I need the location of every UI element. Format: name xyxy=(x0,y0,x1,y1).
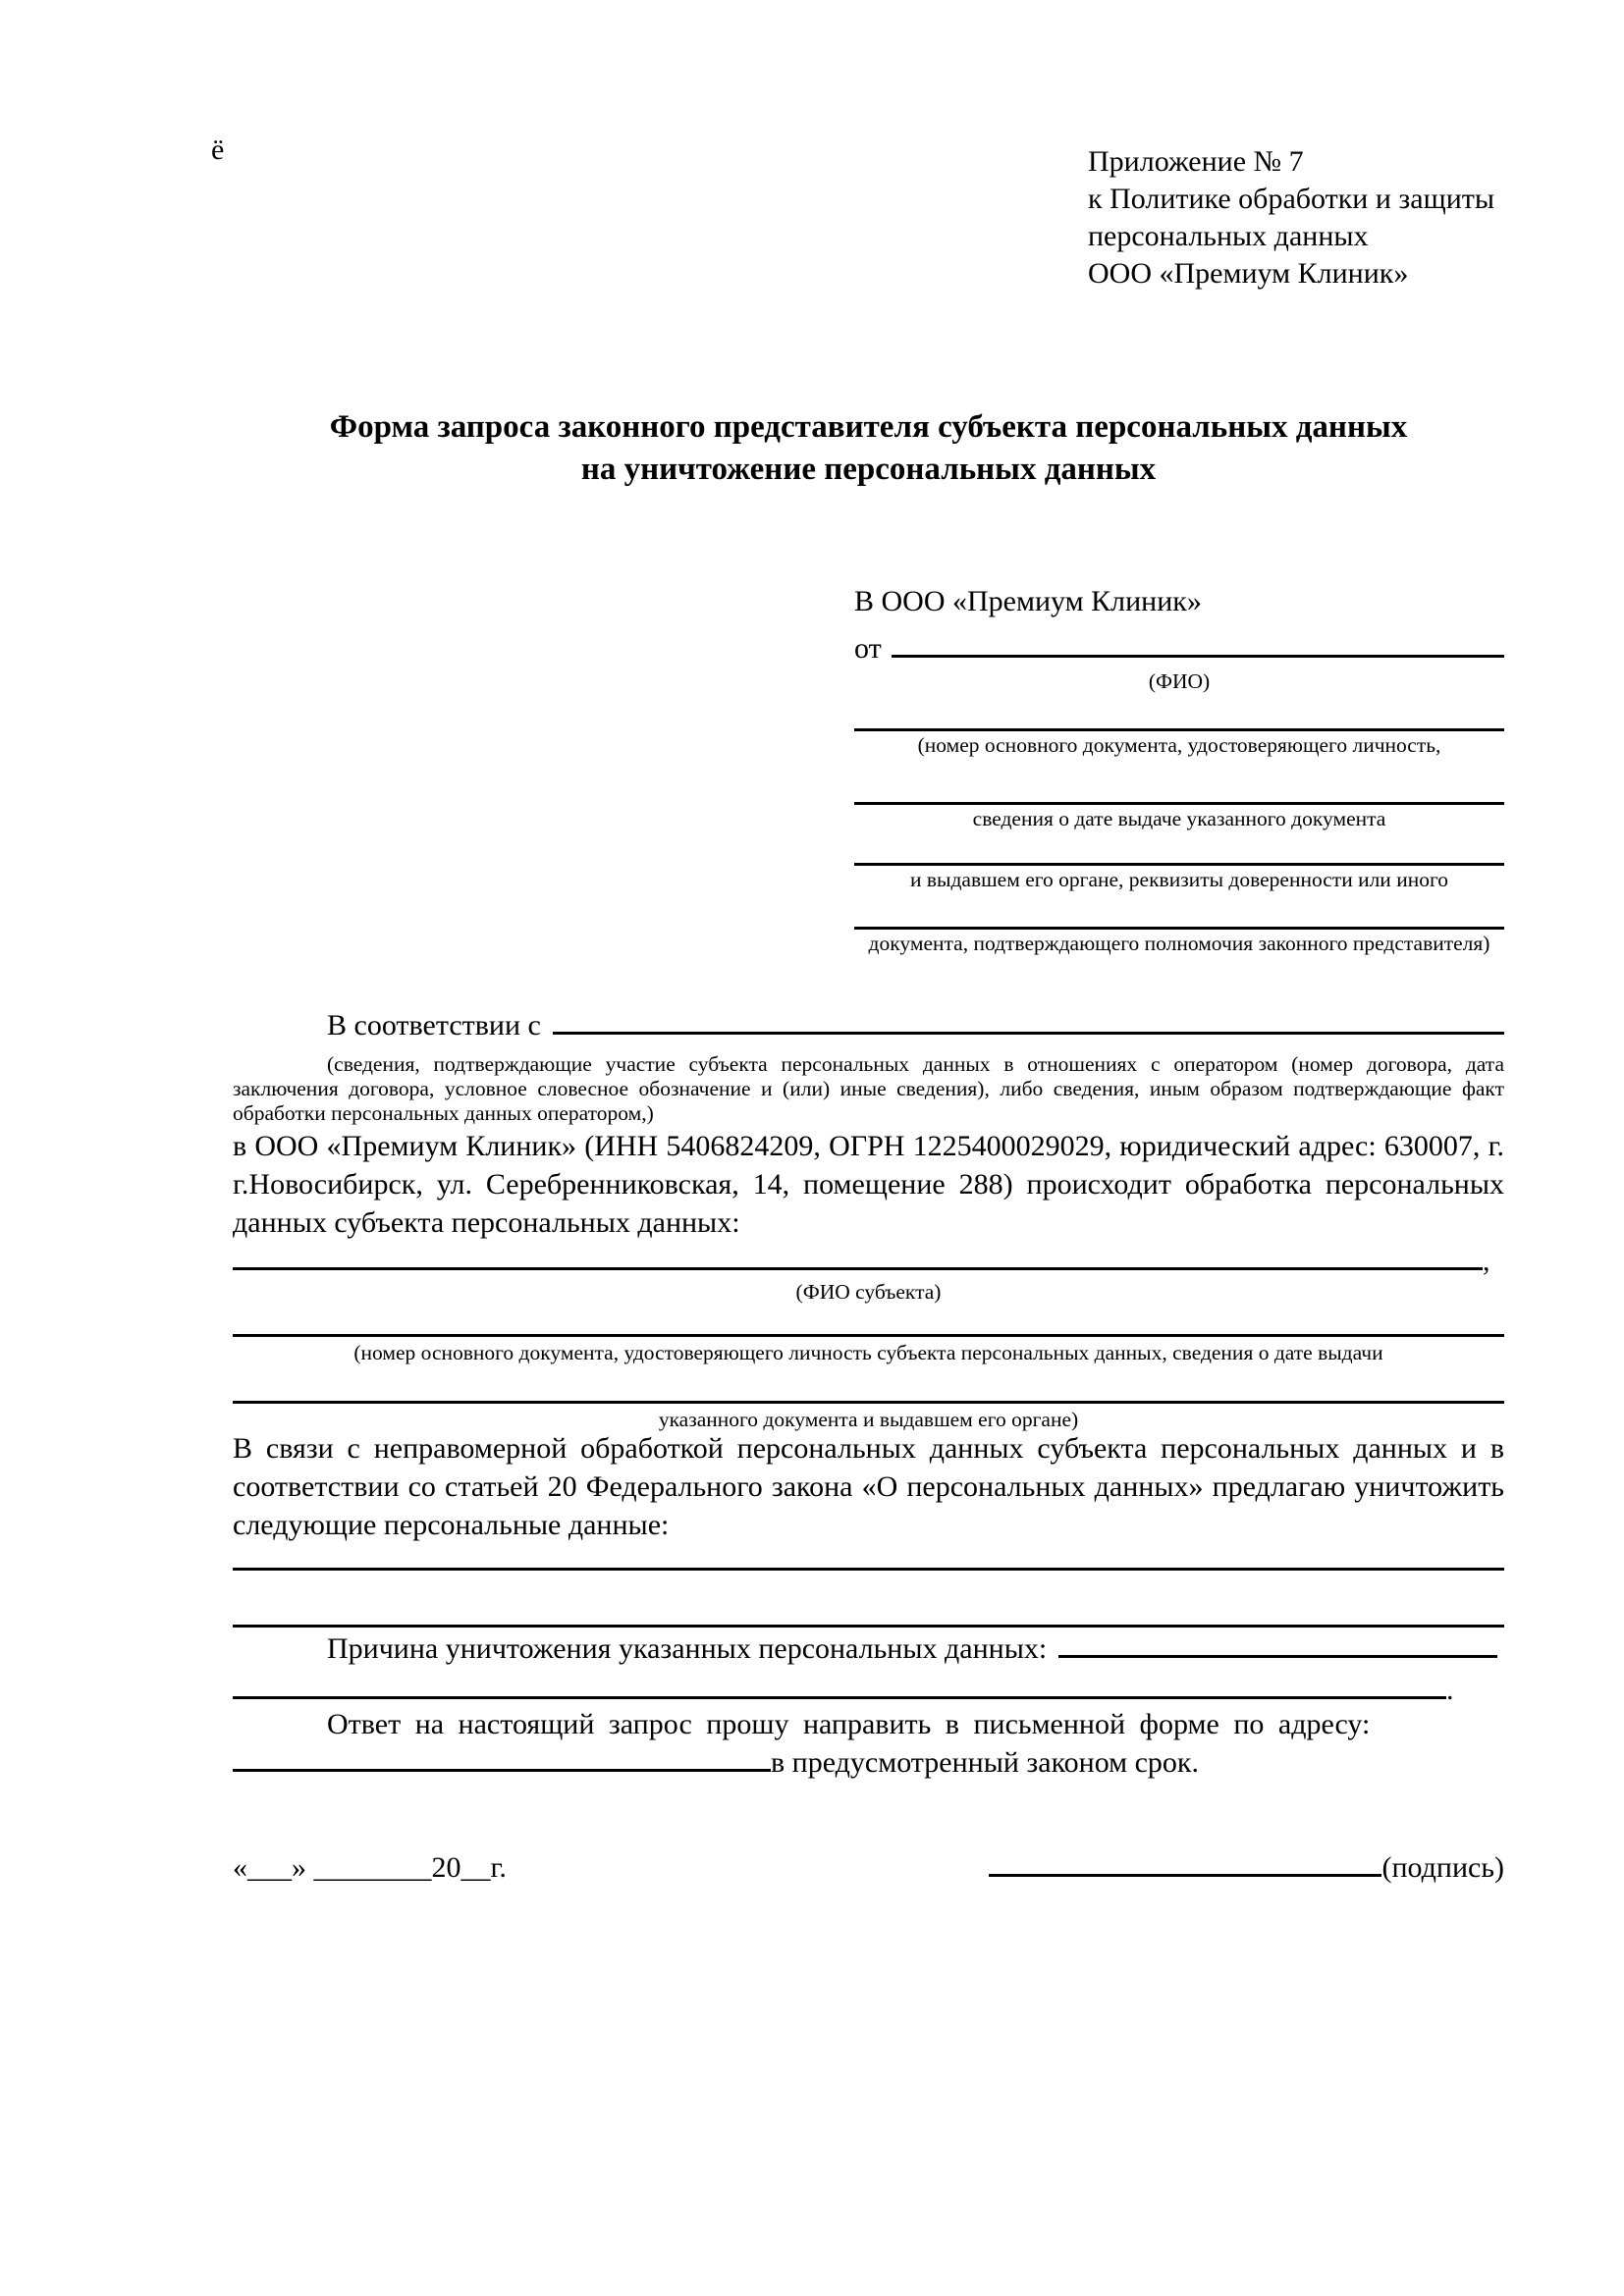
reply-address-row xyxy=(233,1746,1504,1780)
data-to-destroy-blank-line-1[interactable] xyxy=(233,1568,1504,1571)
subject-doc-caption-2: указанного документа и выдавшем его органе) xyxy=(658,1408,1079,1431)
data-to-destroy-blank-line-2[interactable] xyxy=(233,1625,1504,1628)
reason-row xyxy=(233,1632,1497,1666)
stray-char: ё xyxy=(211,133,225,166)
reply-tail: в предусмотренный законом срок. xyxy=(771,1746,1199,1779)
appendix-header-line-3: персональных данных xyxy=(1088,220,1369,252)
appendix-header-line-2: к Политике обработки и защиты xyxy=(1088,183,1495,215)
form-title-line-2: на уничтожение персональных данных xyxy=(580,452,1157,487)
subject-doc-caption-1: (номер основного документа, удостоверяющего личность субъекта персональных данных, сведения о дате выдачи xyxy=(353,1341,1383,1364)
subject-doc-blank-line-1[interactable] xyxy=(233,1334,1504,1337)
reply-paragraph: Ответ на настоящий запрос прошу направить в письменной форме по адресу: xyxy=(327,1708,1371,1740)
subject-fio-blank-line[interactable] xyxy=(233,1267,1483,1270)
representative-doc-caption-4: документа, подтверждающего полномочия законного представителя) xyxy=(868,931,1490,955)
date-line[interactable]: «___» ________20__г. xyxy=(233,1851,507,1884)
reply-address-blank-line[interactable] xyxy=(233,1769,771,1772)
reason-blank-line[interactable] xyxy=(1058,1655,1497,1658)
form-title-line-1: Форма запроса законного представителя субъекта персональных данных xyxy=(329,409,1408,445)
unlawful-paragraph: В связи с неправомерной обработкой персональных данных субъекта персональных данных и в соответствии со статьей 20 Федерального закона «О персональных данных» предлагаю уничтожить следующие персональные данные: xyxy=(233,1432,1504,1541)
accordance-note: (сведения, подтверждающие участие субъекта персональных данных в отношениях с оператором (номер договора, дата заключения договора, условное словесное обозначение и (или) иные сведения), либо сведения, иным образом подтверждающие факт обработки персональных данных оператором,) xyxy=(233,1052,1504,1125)
reason-lead: Причина уничтожения указанных персональных данных: xyxy=(327,1632,1048,1665)
reason-period: . xyxy=(1446,1674,1454,1706)
appendix-header xyxy=(1088,143,1494,293)
reason-continuation-blank-line[interactable] xyxy=(233,1696,1446,1699)
appendix-header-line-4: ООО «Премиум Клиник» xyxy=(1088,257,1409,290)
addressee-block xyxy=(854,585,1504,957)
reason-continuation-row xyxy=(233,1674,1504,1707)
form-title xyxy=(233,406,1504,491)
signature-caption: (подпись) xyxy=(1381,1851,1504,1884)
representative-doc-caption-1: (номер основного документа, удостоверяющего личность, xyxy=(917,732,1441,757)
representative-fio-blank-line[interactable] xyxy=(892,655,1504,658)
subject-fio-caption: (ФИО субъекта) xyxy=(795,1279,942,1304)
subject-doc-blank-line-2[interactable] xyxy=(233,1401,1504,1404)
footer-row xyxy=(233,1851,1504,1885)
signature-group xyxy=(989,1851,1504,1885)
accordance-blank-line[interactable] xyxy=(553,1032,1504,1035)
addressee-org: В ООО «Премиум Клиник» xyxy=(854,585,1202,617)
operator-paragraph: в ООО «Премиум Клиник» (ИНН 5406824209, ОГРН 1225400029029, юридический адрес: 630007, г. г.Новосибирск, ул. Серебренниковская, 14, помещение 288) происходит обработка персональных данных субъекта персональных данных: xyxy=(233,1130,1504,1239)
representative-doc-blank-line-3[interactable] xyxy=(854,863,1504,866)
from-label: от xyxy=(854,631,882,665)
appendix-header-line-1: Приложение № 7 xyxy=(1088,145,1304,178)
representative-doc-caption-3: и выдавшем его органе, реквизиты доверенности или иного xyxy=(910,868,1448,892)
accordance-lead: В соответствии с xyxy=(327,1009,541,1041)
representative-doc-blank-line-2[interactable] xyxy=(854,802,1504,805)
representative-doc-caption-2: сведения о дате выдаче указанного документа xyxy=(972,807,1386,831)
representative-doc-blank-line-1[interactable] xyxy=(854,728,1504,731)
from-row xyxy=(854,632,1504,666)
fio-caption: (ФИО) xyxy=(1148,668,1211,693)
subject-fio-row xyxy=(233,1245,1504,1306)
representative-doc-blank-line-4[interactable] xyxy=(854,927,1504,930)
accordance-row xyxy=(233,1009,1504,1042)
trailing-comma: , xyxy=(1483,1245,1490,1277)
signature-blank-line[interactable] xyxy=(989,1874,1381,1877)
